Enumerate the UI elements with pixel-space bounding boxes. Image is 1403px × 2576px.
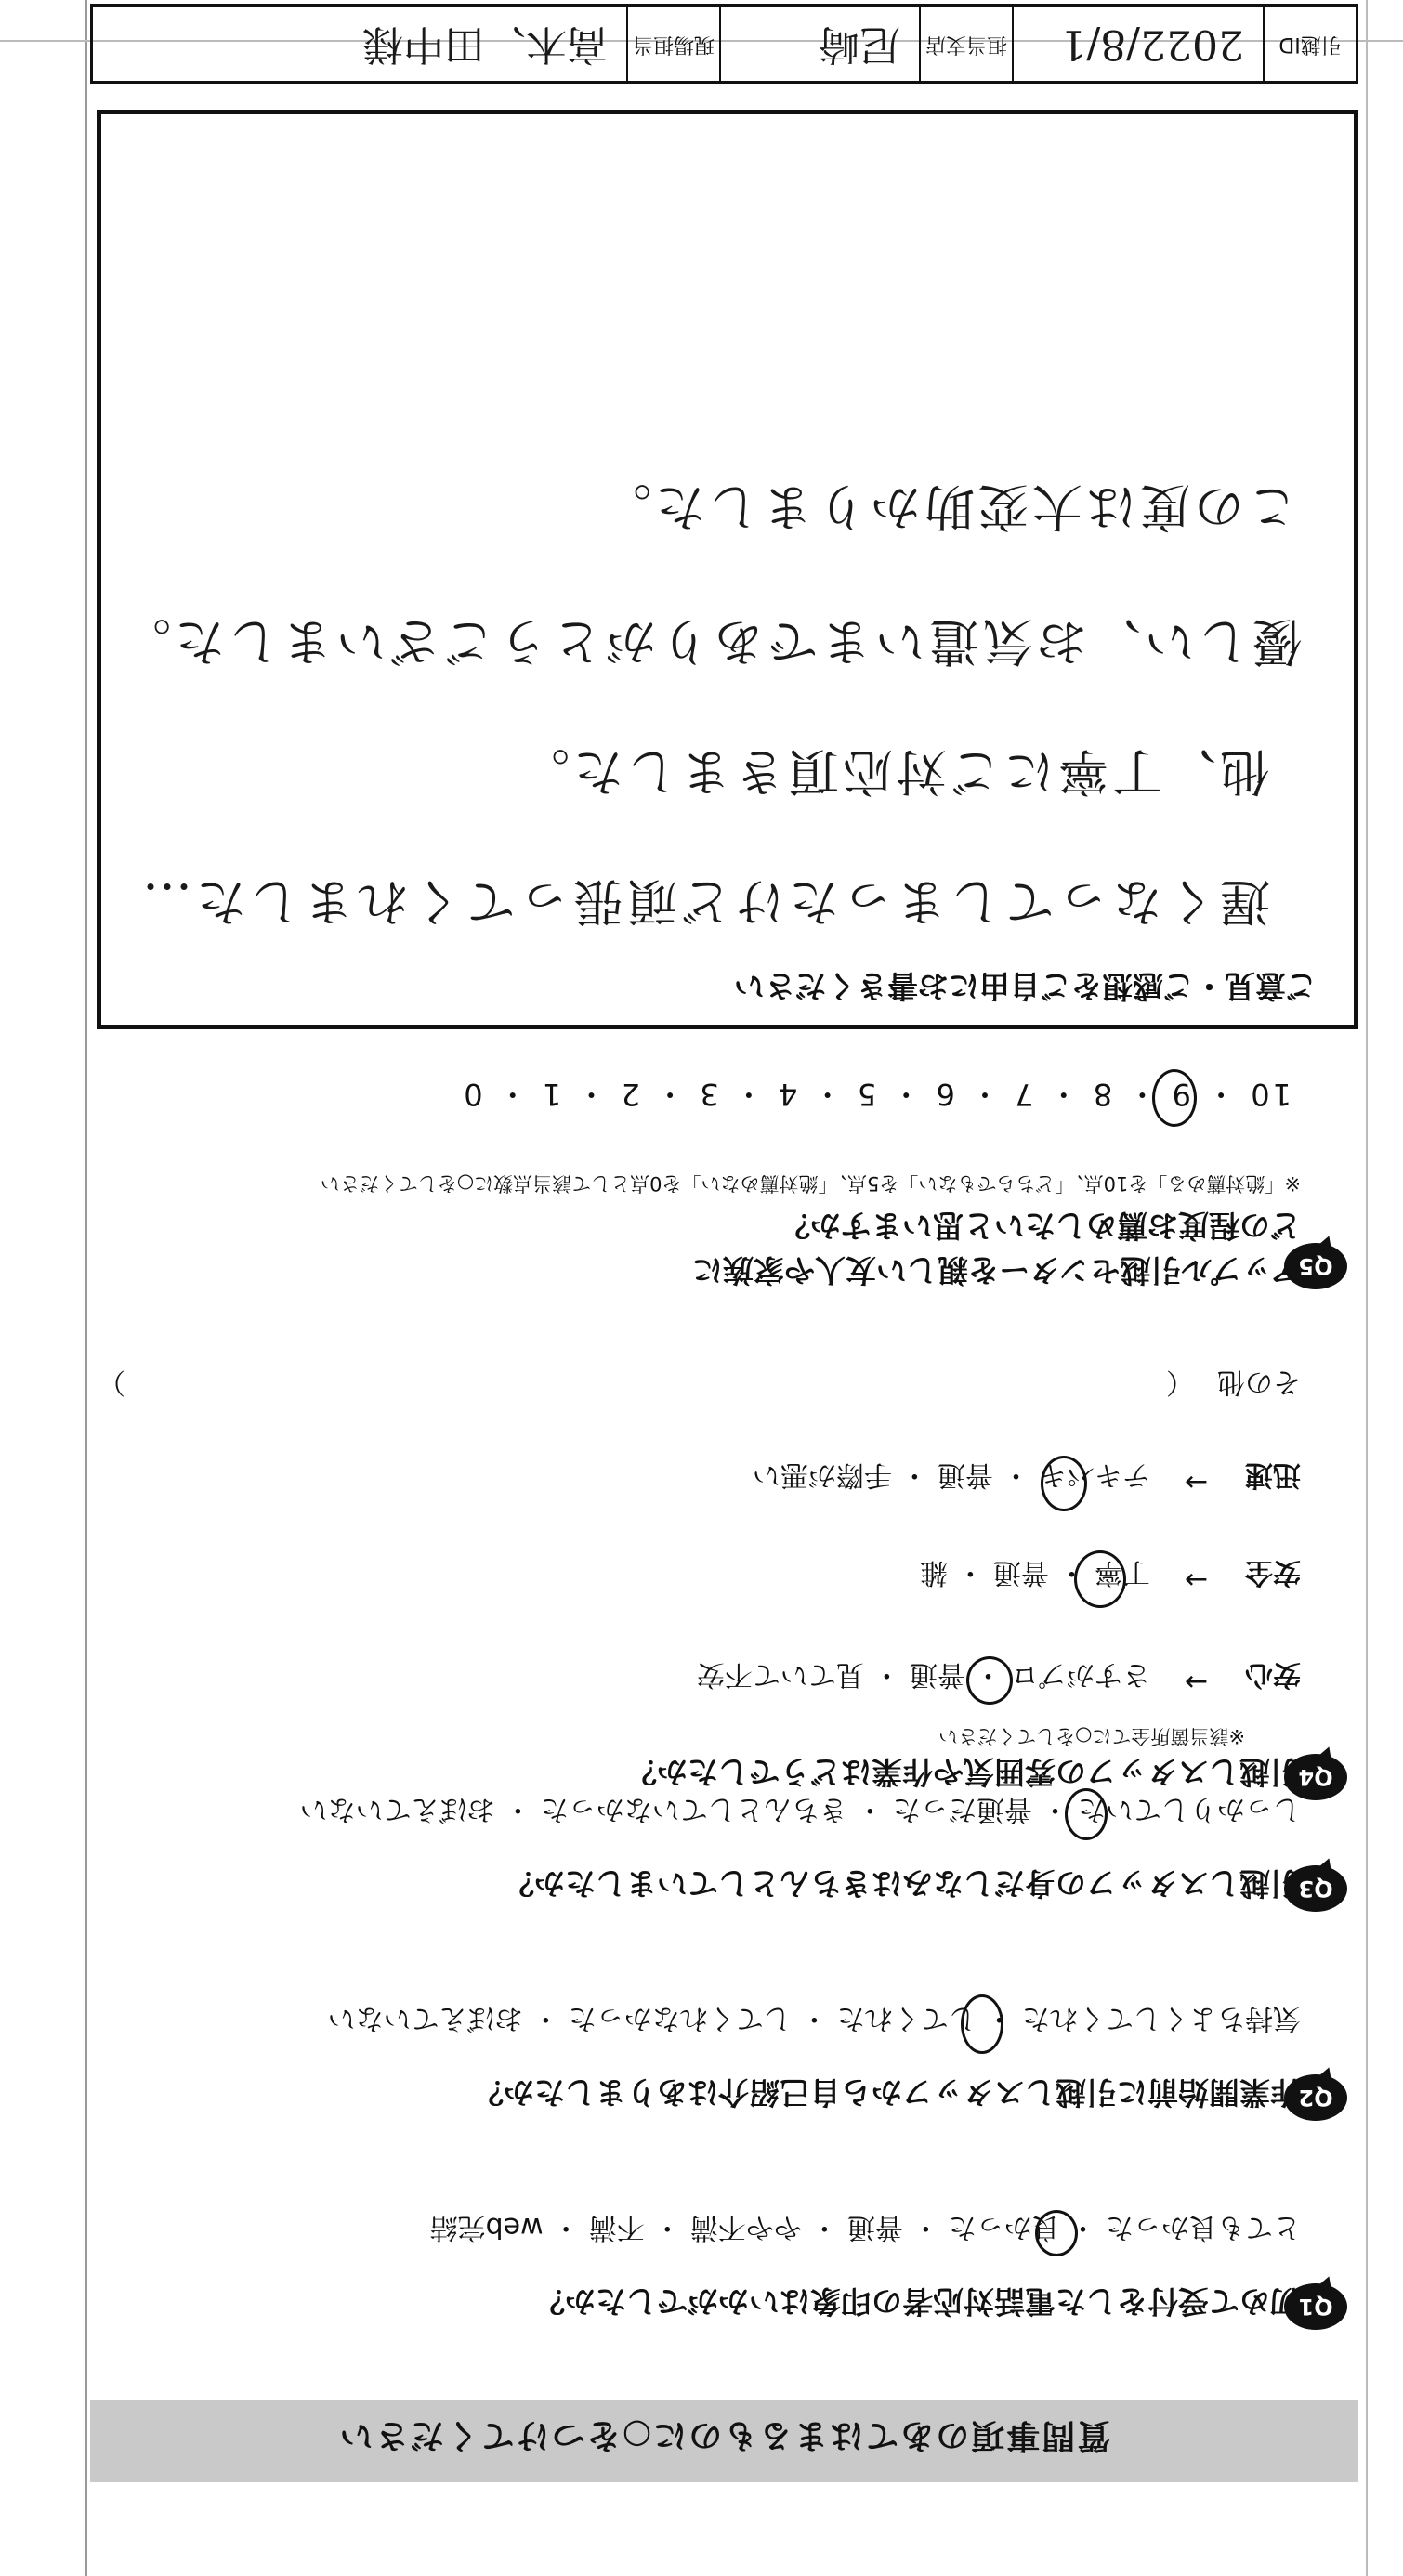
q4-row-options: さすがプロ ・ 普通 ・ 見ていて不安 bbox=[696, 1658, 1150, 1691]
q5-scale: 10 ・ 9 ・ 8 ・ 7 ・ 6 ・ 5 ・ 4 ・ 3 ・ 2 ・ 1 ・ 0 bbox=[461, 1077, 1292, 1112]
paper-edge-right bbox=[85, 0, 87, 2576]
q4-note: ※該当箇所全てに○をしてください bbox=[938, 1725, 1245, 1747]
comment-line-2: 他、丁寧にご対応頂きました。 bbox=[516, 742, 1270, 801]
survey-header bbox=[90, 2400, 1358, 2482]
q1-answer-circle bbox=[1035, 2210, 1078, 2256]
arrow-right-icon: → bbox=[1184, 1563, 1208, 1596]
q1-text: 初めて受付をした電話対応者の印象はいかがでしたか？ bbox=[534, 2283, 1301, 2320]
q4-row-label: 迅速 bbox=[1245, 1458, 1301, 1491]
q3-badge: Q3 bbox=[1284, 1865, 1347, 1912]
q4-other-label: その他 bbox=[1217, 1366, 1301, 1398]
q4-row-label: 安心 bbox=[1245, 1658, 1301, 1691]
q4-other-close: ） bbox=[98, 1366, 125, 1398]
q4-other-open: （ bbox=[1166, 1366, 1194, 1398]
id-table bbox=[90, 4, 1358, 84]
q4-row-options: 丁寧 ・ 普通 ・ 雑 bbox=[919, 1556, 1150, 1589]
q5-text-line2: どの程度お薦めしたいと思いますか？ bbox=[780, 1208, 1301, 1244]
team-value-cell bbox=[93, 7, 626, 81]
q5-text-line1: アップル引越センターを親しい友人や家族に bbox=[691, 1252, 1301, 1288]
comment-line-4: この度は大変助かりました。 bbox=[597, 477, 1298, 536]
branch-value: 尼崎 bbox=[819, 20, 900, 68]
header-title: 質問事項のあてはまるものに○をつけてください bbox=[337, 2416, 1111, 2454]
comment-line-3: 優しい、お気遣いまでありがとうございました。 bbox=[117, 612, 1303, 671]
team-label: 現場担当 bbox=[633, 33, 715, 56]
branch-label-cell bbox=[919, 7, 1012, 81]
q4-anshin-circle bbox=[966, 1656, 1013, 1705]
q5-badge: Q5 bbox=[1284, 1243, 1347, 1289]
branch-value-cell bbox=[719, 7, 919, 81]
q4-text: 引越しスタッフの雰囲気や作業はどうでしたか？ bbox=[626, 1754, 1301, 1790]
id-value-cell bbox=[1012, 7, 1263, 81]
q4-row-options: テキパキ ・ 普通 ・ 手際が悪い bbox=[752, 1458, 1150, 1491]
arrow-right-icon: → bbox=[1184, 1466, 1208, 1498]
q3-answer-circle bbox=[1065, 1788, 1108, 1840]
q1-options: とても良かった ・ 良かった ・ 普通 ・ やや不満 ・ 不満 ・ web完結 bbox=[429, 2211, 1301, 2243]
q2-answer-circle bbox=[961, 1994, 1003, 2054]
q5-note: ※「絶対薦める」を10点、「どちらでもない」を5点、「絶対薦めない」を0点として該当点数に○をしてください bbox=[320, 1172, 1301, 1195]
id-value: 2022/8/1 bbox=[1060, 20, 1244, 68]
id-label-cell bbox=[1263, 7, 1356, 81]
id-label: 引越ID bbox=[1278, 33, 1342, 56]
comment-box bbox=[97, 110, 1358, 1029]
q2-text: 作業開始前に引越しスタッフから自己紹介はありましたか？ bbox=[473, 2074, 1301, 2111]
comment-title: ご意見・ご感想をご自由にお書きください bbox=[734, 968, 1317, 1004]
q4-jinsoku-circle bbox=[1041, 1456, 1087, 1511]
arrow-right-icon: → bbox=[1184, 1666, 1208, 1698]
comment-line-1: 遅くなってしまったけど頑張ってくれました… bbox=[138, 872, 1270, 931]
q2-badge: Q2 bbox=[1284, 2074, 1347, 2121]
paper-edge-left bbox=[1366, 0, 1368, 2576]
q4-anzen-circle bbox=[1074, 1550, 1126, 1608]
q1-badge: Q1 bbox=[1284, 2283, 1347, 2330]
q5-answer-circle bbox=[1152, 1069, 1197, 1127]
q3-options: しっかりしていた ・ 普通だった ・ きちんとしていなかった ・ おぼえていない bbox=[299, 1793, 1301, 1825]
q4-badge: Q4 bbox=[1284, 1754, 1347, 1800]
team-value: 高木、田中様 bbox=[362, 20, 608, 68]
branch-label: 担当支店 bbox=[925, 33, 1008, 56]
q2-options: 気持ちよくしてくれた ・ してくれた ・ してくれなかった ・ おぼえていない bbox=[327, 2002, 1301, 2034]
q3-text: 引越しスタッフの身だしなみはきちんとしていましたか？ bbox=[504, 1865, 1301, 1902]
q4-row-label: 安全 bbox=[1245, 1556, 1301, 1589]
team-label-cell bbox=[626, 7, 719, 81]
